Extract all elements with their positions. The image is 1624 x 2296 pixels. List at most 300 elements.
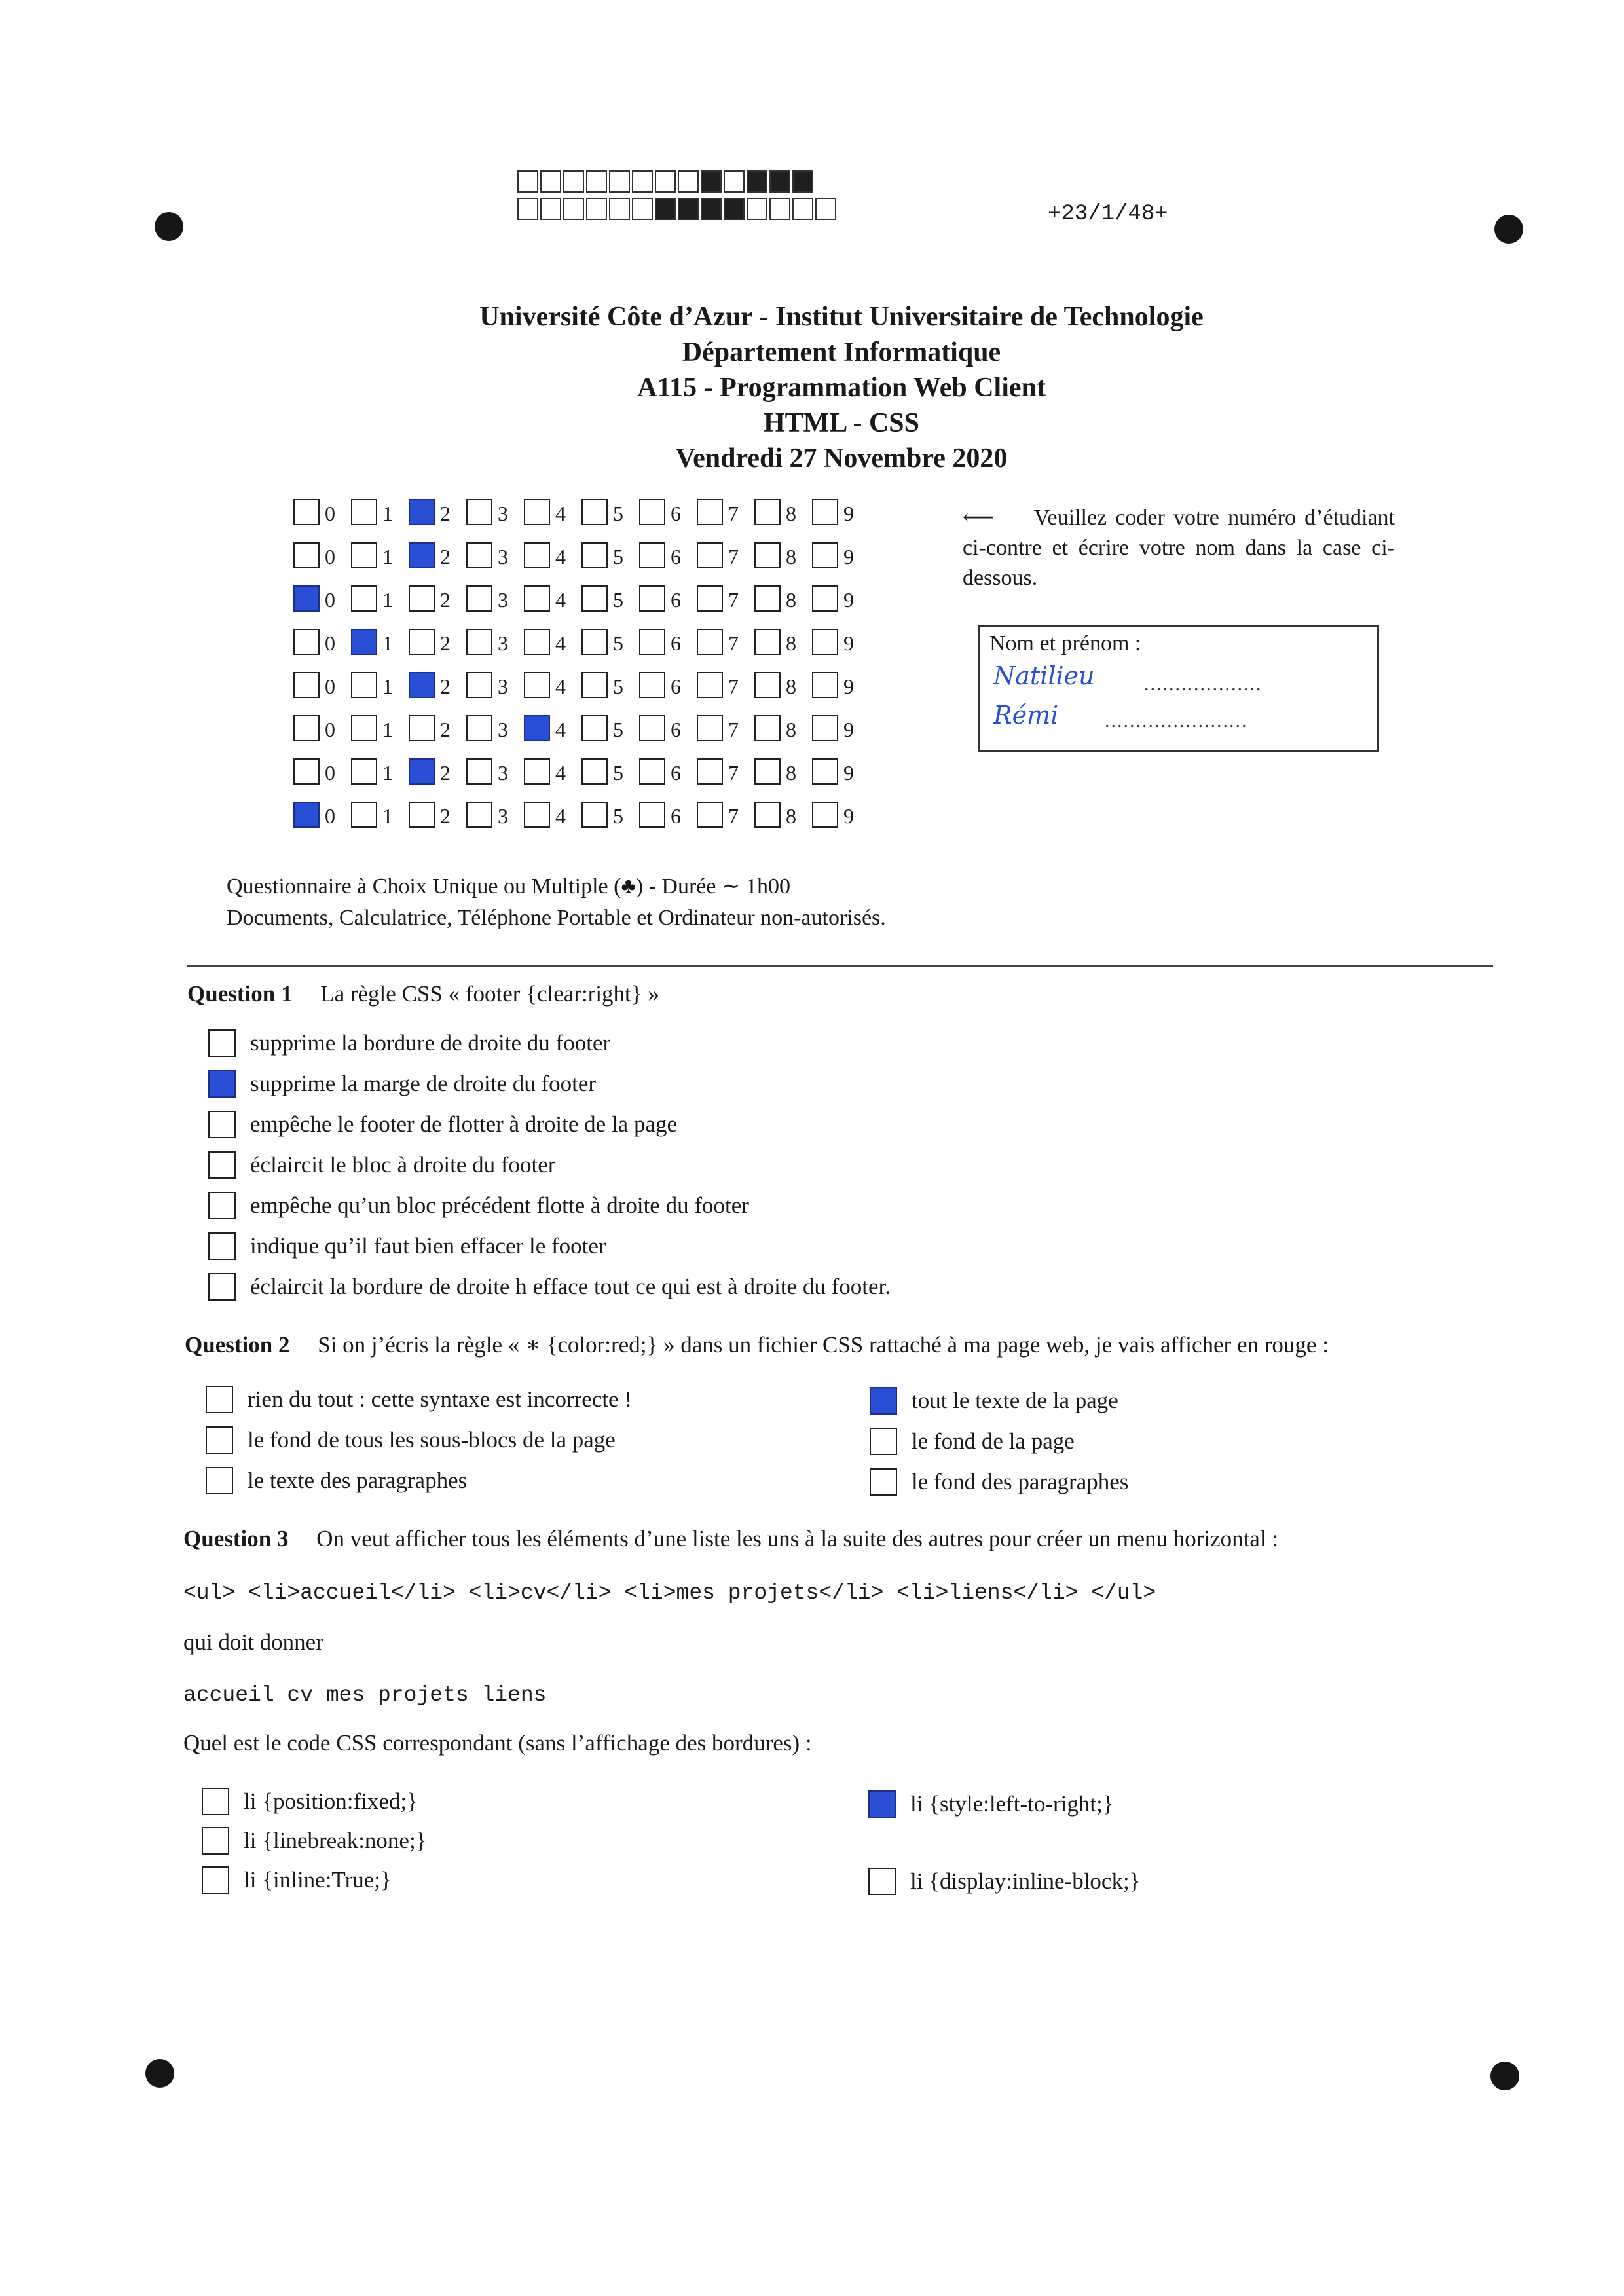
digit-checkbox[interactable] bbox=[293, 672, 320, 698]
dotted-line: ....................... bbox=[1105, 710, 1248, 731]
digit-option[interactable] bbox=[293, 802, 351, 830]
q1-option-2[interactable] bbox=[208, 1070, 596, 1098]
question-2-title bbox=[185, 1332, 1329, 1358]
checkbox[interactable] bbox=[208, 1273, 236, 1301]
digit-label: 6 bbox=[671, 718, 681, 741]
digit-label: 8 bbox=[786, 675, 796, 698]
digit-label: 5 bbox=[613, 631, 623, 655]
question-3-prompt: Quel est le code CSS correspondant (sans l’affichage des bordures) : bbox=[183, 1730, 812, 1756]
digit-label: 3 bbox=[498, 545, 508, 568]
digit-checkbox[interactable] bbox=[409, 715, 435, 741]
q3-option-5[interactable] bbox=[868, 1868, 1140, 1895]
digit-checkbox[interactable] bbox=[697, 542, 723, 568]
digit-label: 3 bbox=[498, 502, 508, 525]
digit-checkbox[interactable] bbox=[639, 758, 665, 785]
code-expected-output: accueil cv mes projets liens bbox=[183, 1683, 547, 1707]
digit-option[interactable] bbox=[409, 499, 466, 528]
digit-checkbox[interactable] bbox=[754, 499, 781, 525]
digit-checkbox[interactable] bbox=[409, 672, 435, 698]
digit-checkbox[interactable] bbox=[639, 715, 665, 741]
digit-option[interactable] bbox=[466, 802, 524, 830]
digit-label: 5 bbox=[613, 718, 623, 741]
checkbox[interactable] bbox=[208, 1111, 236, 1138]
digit-checkbox[interactable] bbox=[409, 585, 435, 612]
digit-checkbox[interactable] bbox=[754, 585, 781, 612]
digit-option[interactable] bbox=[351, 499, 409, 528]
digit-checkbox[interactable] bbox=[293, 758, 320, 785]
instructions bbox=[963, 503, 1395, 593]
digit-option[interactable] bbox=[293, 629, 351, 657]
registration-mark-top-left bbox=[155, 212, 183, 241]
digit-checkbox[interactable] bbox=[581, 715, 608, 741]
name-box[interactable] bbox=[978, 625, 1379, 752]
digit-label: 3 bbox=[498, 718, 508, 741]
exam-format: Questionnaire à Choix Unique ou Multiple (♣) - Durée ∼ 1h00 bbox=[227, 874, 790, 898]
digit-checkbox[interactable] bbox=[466, 672, 492, 698]
digit-option[interactable] bbox=[351, 802, 409, 830]
digit-label: 7 bbox=[728, 502, 739, 525]
digit-checkbox[interactable] bbox=[812, 672, 838, 698]
digit-label: 1 bbox=[382, 804, 393, 828]
last-name-handwritten: Natilieu bbox=[993, 661, 1095, 690]
digit-option[interactable] bbox=[524, 758, 581, 787]
digit-option[interactable] bbox=[466, 629, 524, 657]
digit-checkbox[interactable] bbox=[524, 715, 550, 741]
barcode-cell bbox=[815, 198, 836, 220]
checkbox[interactable] bbox=[208, 1192, 236, 1219]
digit-label: 3 bbox=[498, 588, 508, 612]
digit-option[interactable] bbox=[812, 802, 870, 830]
checkbox[interactable] bbox=[870, 1428, 897, 1455]
digit-option[interactable] bbox=[754, 629, 812, 657]
question-text: Si on j’écris la règle « ∗ {color:red;} » dans un fichier CSS rattaché à ma page web, je vais afficher en rouge : bbox=[318, 1332, 1329, 1358]
text-result-intro: qui doit donner bbox=[183, 1629, 323, 1655]
digit-checkbox[interactable] bbox=[351, 499, 377, 525]
digit-option[interactable] bbox=[639, 585, 697, 614]
option-label: éclaircit le bloc à droite du footer bbox=[250, 1152, 556, 1177]
digit-option[interactable] bbox=[293, 585, 351, 614]
digit-checkbox[interactable] bbox=[639, 672, 665, 698]
digit-label: 8 bbox=[786, 545, 796, 568]
digit-option[interactable] bbox=[581, 499, 639, 528]
digit-option[interactable] bbox=[812, 585, 870, 614]
checkbox[interactable] bbox=[870, 1468, 897, 1496]
digit-checkbox[interactable] bbox=[524, 672, 550, 698]
digit-checkbox[interactable] bbox=[812, 758, 838, 785]
digit-checkbox[interactable] bbox=[351, 585, 377, 612]
digit-label: 8 bbox=[786, 502, 796, 525]
digit-label: 7 bbox=[728, 718, 739, 741]
digit-checkbox[interactable] bbox=[466, 499, 492, 525]
digit-option[interactable] bbox=[639, 802, 697, 830]
digit-option[interactable] bbox=[812, 499, 870, 528]
question-text: La règle CSS « footer {clear:right} » bbox=[320, 981, 659, 1007]
barcode-cell bbox=[678, 198, 699, 220]
digit-option[interactable] bbox=[812, 715, 870, 744]
arrow-left-icon: ⟵ bbox=[963, 506, 995, 530]
digit-label: 8 bbox=[786, 804, 796, 828]
digit-checkbox[interactable] bbox=[812, 499, 838, 525]
digit-label: 9 bbox=[843, 804, 854, 828]
option-label: supprime la marge de droite du footer bbox=[250, 1071, 597, 1096]
digit-checkbox[interactable] bbox=[466, 758, 492, 785]
checkbox[interactable] bbox=[206, 1426, 233, 1454]
checkbox[interactable] bbox=[208, 1070, 236, 1098]
digit-checkbox[interactable] bbox=[697, 758, 723, 785]
digit-checkbox[interactable] bbox=[754, 802, 781, 828]
q2-option-5[interactable] bbox=[870, 1428, 1075, 1455]
q1-option-7[interactable] bbox=[208, 1273, 891, 1301]
digit-option[interactable] bbox=[754, 585, 812, 614]
digit-label: 5 bbox=[613, 588, 623, 612]
digit-option[interactable] bbox=[524, 672, 581, 701]
digit-label: 0 bbox=[325, 718, 335, 741]
digit-checkbox[interactable] bbox=[293, 499, 320, 525]
checkbox[interactable] bbox=[208, 1232, 236, 1260]
header-university: Université Côte d’Azur - Institut Universitaire de Technologie bbox=[479, 302, 1204, 332]
q3-option-2[interactable] bbox=[202, 1827, 427, 1855]
digit-option[interactable] bbox=[639, 629, 697, 657]
digit-checkbox[interactable] bbox=[639, 629, 665, 655]
student-number-row bbox=[293, 672, 870, 701]
student-number-row bbox=[293, 585, 870, 614]
q1-option-4[interactable] bbox=[208, 1151, 555, 1179]
digit-option[interactable] bbox=[581, 672, 639, 701]
header-date: Vendredi 27 Novembre 2020 bbox=[675, 443, 1008, 473]
digit-label: 5 bbox=[613, 761, 623, 785]
digit-checkbox[interactable] bbox=[409, 499, 435, 525]
digit-option[interactable] bbox=[697, 715, 754, 744]
instructions-text: Veuillez coder votre numéro d’étudiant ci-contre et écrire votre nom dans la case ci-dessous. bbox=[963, 506, 1395, 590]
digit-checkbox[interactable] bbox=[409, 758, 435, 785]
digit-checkbox[interactable] bbox=[524, 629, 550, 655]
digit-checkbox[interactable] bbox=[524, 542, 550, 568]
registration-mark-bottom-right bbox=[1490, 2062, 1519, 2090]
digit-option[interactable] bbox=[639, 715, 697, 744]
digit-checkbox[interactable] bbox=[293, 802, 320, 828]
digit-checkbox[interactable] bbox=[812, 585, 838, 612]
barcode-cell bbox=[609, 198, 630, 220]
digit-label: 9 bbox=[843, 545, 854, 568]
barcode-cell bbox=[747, 170, 767, 193]
digit-label: 1 bbox=[382, 588, 393, 612]
digit-option[interactable] bbox=[524, 499, 581, 528]
digit-label: 7 bbox=[728, 761, 739, 785]
barcode-cell bbox=[724, 170, 745, 193]
barcode-cell bbox=[517, 198, 538, 220]
digit-option[interactable] bbox=[639, 672, 697, 701]
digit-label: 4 bbox=[555, 675, 566, 698]
name-box-label: Nom et prénom : bbox=[989, 631, 1141, 656]
digit-checkbox[interactable] bbox=[639, 802, 665, 828]
exam-rules: Documents, Calculatrice, Téléphone Portable et Ordinateur non-autorisés. bbox=[227, 906, 886, 930]
barcode-cell bbox=[769, 170, 790, 193]
checkbox[interactable] bbox=[202, 1788, 229, 1815]
digit-option[interactable] bbox=[466, 715, 524, 744]
digit-option[interactable] bbox=[639, 758, 697, 787]
digit-label: 4 bbox=[555, 761, 566, 785]
q3-option-1[interactable] bbox=[202, 1788, 418, 1815]
digit-checkbox[interactable] bbox=[524, 585, 550, 612]
digit-option[interactable] bbox=[697, 672, 754, 701]
digit-checkbox[interactable] bbox=[524, 758, 550, 785]
digit-option[interactable] bbox=[351, 758, 409, 787]
digit-option[interactable] bbox=[697, 585, 754, 614]
q2-option-3[interactable] bbox=[206, 1467, 467, 1494]
q1-option-1[interactable] bbox=[208, 1029, 610, 1057]
digit-checkbox[interactable] bbox=[581, 499, 608, 525]
digit-checkbox[interactable] bbox=[581, 672, 608, 698]
checkbox[interactable] bbox=[870, 1387, 897, 1415]
barcode-cell bbox=[769, 198, 790, 220]
option-label: li {display:inline-block;} bbox=[910, 1868, 1141, 1894]
digit-checkbox[interactable] bbox=[812, 715, 838, 741]
digit-option[interactable] bbox=[524, 629, 581, 657]
digit-option[interactable] bbox=[409, 802, 466, 830]
digit-checkbox[interactable] bbox=[581, 802, 608, 828]
checkbox[interactable] bbox=[868, 1868, 896, 1895]
first-name-handwritten: Rémi bbox=[993, 701, 1059, 730]
digit-option[interactable] bbox=[581, 802, 639, 830]
divider bbox=[187, 965, 1493, 967]
digit-label: 7 bbox=[728, 631, 739, 655]
q1-option-6[interactable] bbox=[208, 1232, 606, 1260]
question-number: Question 3 bbox=[183, 1526, 289, 1551]
digit-checkbox[interactable] bbox=[581, 758, 608, 785]
digit-option[interactable] bbox=[812, 542, 870, 571]
digit-checkbox[interactable] bbox=[697, 629, 723, 655]
checkbox[interactable] bbox=[208, 1151, 236, 1179]
digit-checkbox[interactable] bbox=[524, 802, 550, 828]
digit-option[interactable] bbox=[754, 542, 812, 571]
digit-option[interactable] bbox=[409, 672, 466, 701]
digit-label: 2 bbox=[440, 588, 451, 612]
digit-option[interactable] bbox=[409, 585, 466, 614]
digit-checkbox[interactable] bbox=[466, 715, 492, 741]
digit-checkbox[interactable] bbox=[754, 715, 781, 741]
digit-option[interactable] bbox=[697, 758, 754, 787]
digit-option[interactable] bbox=[351, 672, 409, 701]
digit-option[interactable] bbox=[409, 758, 466, 787]
digit-checkbox[interactable] bbox=[351, 758, 377, 785]
digit-label: 0 bbox=[325, 588, 335, 612]
digit-option[interactable] bbox=[351, 585, 409, 614]
digit-checkbox[interactable] bbox=[754, 629, 781, 655]
digit-label: 4 bbox=[555, 718, 566, 741]
digit-option[interactable] bbox=[697, 499, 754, 528]
digit-checkbox[interactable] bbox=[293, 629, 320, 655]
digit-checkbox[interactable] bbox=[697, 499, 723, 525]
digit-label: 4 bbox=[555, 631, 566, 655]
digit-label: 2 bbox=[440, 761, 451, 785]
digit-option[interactable] bbox=[351, 629, 409, 657]
dotted-line: ................... bbox=[1144, 673, 1263, 695]
digit-option[interactable] bbox=[524, 715, 581, 744]
digit-option[interactable] bbox=[581, 629, 639, 657]
digit-checkbox[interactable] bbox=[639, 542, 665, 568]
q1-option-5[interactable] bbox=[208, 1192, 749, 1219]
digit-option[interactable] bbox=[639, 542, 697, 571]
option-label: empêche le footer de flotter à droite de la page bbox=[250, 1111, 678, 1137]
digit-checkbox[interactable] bbox=[293, 715, 320, 741]
q2-option-2[interactable] bbox=[206, 1426, 616, 1454]
digit-checkbox[interactable] bbox=[351, 672, 377, 698]
q3-option-4[interactable] bbox=[868, 1790, 1114, 1818]
question-text: On veut afficher tous les éléments d’une liste les uns à la suite des autres pour créer un menu horizontal : bbox=[316, 1526, 1279, 1551]
digit-checkbox[interactable] bbox=[351, 629, 377, 655]
checkbox[interactable] bbox=[206, 1467, 233, 1494]
digit-option[interactable] bbox=[524, 585, 581, 614]
digit-checkbox[interactable] bbox=[466, 542, 492, 568]
checkbox[interactable] bbox=[868, 1790, 896, 1818]
digit-option[interactable] bbox=[697, 629, 754, 657]
digit-checkbox[interactable] bbox=[697, 672, 723, 698]
checkbox[interactable] bbox=[202, 1866, 229, 1894]
digit-option[interactable] bbox=[639, 499, 697, 528]
digit-option[interactable] bbox=[697, 542, 754, 571]
barcode-cell bbox=[724, 198, 745, 220]
digit-option[interactable] bbox=[812, 629, 870, 657]
digit-option[interactable] bbox=[293, 672, 351, 701]
digit-label: 4 bbox=[555, 588, 566, 612]
digit-label: 6 bbox=[671, 502, 681, 525]
registration-mark-top-right bbox=[1494, 215, 1523, 244]
q2-option-1[interactable] bbox=[206, 1386, 632, 1413]
barcode-cell bbox=[563, 170, 584, 193]
digit-label: 0 bbox=[325, 804, 335, 828]
barcode-cell bbox=[655, 198, 676, 220]
q2-option-6[interactable] bbox=[870, 1468, 1128, 1496]
digit-label: 1 bbox=[382, 631, 393, 655]
digit-checkbox[interactable] bbox=[351, 542, 377, 568]
digit-option[interactable] bbox=[754, 672, 812, 701]
header-department: Département Informatique bbox=[682, 337, 1001, 367]
digit-checkbox[interactable] bbox=[754, 758, 781, 785]
digit-option[interactable] bbox=[293, 542, 351, 571]
header-subject: HTML - CSS bbox=[763, 408, 920, 438]
checkbox[interactable] bbox=[208, 1029, 236, 1057]
option-label: éclaircit la bordure de droite h efface tout ce qui est à droite du footer. bbox=[250, 1274, 891, 1299]
digit-checkbox[interactable] bbox=[812, 802, 838, 828]
digit-label: 0 bbox=[325, 502, 335, 525]
digit-checkbox[interactable] bbox=[409, 802, 435, 828]
digit-checkbox[interactable] bbox=[639, 585, 665, 612]
student-number-row bbox=[293, 542, 870, 571]
question-3-title bbox=[183, 1526, 1278, 1552]
barcode-cell bbox=[563, 198, 584, 220]
barcode-cell bbox=[540, 170, 561, 193]
code-html-list: <ul> <li>accueil</li> <li>cv</li> <li>mes projets</li> <li>liens</li> </ul> bbox=[183, 1581, 1156, 1605]
digit-checkbox[interactable] bbox=[524, 499, 550, 525]
digit-option[interactable] bbox=[409, 629, 466, 657]
digit-checkbox[interactable] bbox=[409, 629, 435, 655]
digit-option[interactable] bbox=[466, 499, 524, 528]
digit-option[interactable] bbox=[524, 542, 581, 571]
digit-label: 8 bbox=[786, 761, 796, 785]
digit-label: 0 bbox=[325, 631, 335, 655]
digit-option[interactable] bbox=[581, 758, 639, 787]
digit-label: 9 bbox=[843, 761, 854, 785]
option-label: rien du tout : cette syntaxe est incorrecte ! bbox=[248, 1386, 632, 1412]
digit-checkbox[interactable] bbox=[466, 802, 492, 828]
checkbox[interactable] bbox=[202, 1827, 229, 1855]
digit-checkbox[interactable] bbox=[581, 542, 608, 568]
digit-checkbox[interactable] bbox=[697, 585, 723, 612]
checkbox[interactable] bbox=[206, 1386, 233, 1413]
digit-label: 1 bbox=[382, 502, 393, 525]
digit-checkbox[interactable] bbox=[466, 585, 492, 612]
digit-checkbox[interactable] bbox=[466, 629, 492, 655]
digit-option[interactable] bbox=[754, 758, 812, 787]
digit-label: 2 bbox=[440, 804, 451, 828]
digit-checkbox[interactable] bbox=[351, 802, 377, 828]
digit-option[interactable] bbox=[581, 542, 639, 571]
digit-label: 7 bbox=[728, 545, 739, 568]
digit-option[interactable] bbox=[524, 802, 581, 830]
digit-checkbox[interactable] bbox=[581, 629, 608, 655]
q1-option-3[interactable] bbox=[208, 1111, 677, 1138]
digit-label: 3 bbox=[498, 804, 508, 828]
barcode-cell bbox=[609, 170, 630, 193]
digit-checkbox[interactable] bbox=[812, 629, 838, 655]
digit-checkbox[interactable] bbox=[697, 802, 723, 828]
student-number-row bbox=[293, 629, 870, 657]
barcode-cell bbox=[655, 170, 676, 193]
q2-option-4[interactable] bbox=[870, 1387, 1118, 1415]
digit-option[interactable] bbox=[293, 715, 351, 744]
digit-checkbox[interactable] bbox=[639, 499, 665, 525]
digit-option[interactable] bbox=[466, 758, 524, 787]
digit-option[interactable] bbox=[812, 672, 870, 701]
barcode-cell bbox=[540, 198, 561, 220]
digit-label: 0 bbox=[325, 675, 335, 698]
digit-option[interactable] bbox=[581, 585, 639, 614]
digit-option[interactable] bbox=[754, 499, 812, 528]
digit-checkbox[interactable] bbox=[293, 585, 320, 612]
digit-option[interactable] bbox=[754, 802, 812, 830]
digit-option[interactable] bbox=[351, 542, 409, 571]
digit-option[interactable] bbox=[409, 715, 466, 744]
digit-option[interactable] bbox=[812, 758, 870, 787]
digit-option[interactable] bbox=[293, 758, 351, 787]
option-label: indique qu’il faut bien effacer le footer bbox=[250, 1233, 606, 1259]
digit-option[interactable] bbox=[466, 585, 524, 614]
digit-option[interactable] bbox=[697, 802, 754, 830]
digit-checkbox[interactable] bbox=[697, 715, 723, 741]
q3-option-3[interactable] bbox=[202, 1866, 392, 1894]
digit-option[interactable] bbox=[466, 542, 524, 571]
exam-info bbox=[227, 871, 886, 934]
digit-checkbox[interactable] bbox=[754, 672, 781, 698]
digit-checkbox[interactable] bbox=[293, 542, 320, 568]
digit-option[interactable] bbox=[466, 672, 524, 701]
digit-option[interactable] bbox=[409, 542, 466, 571]
digit-checkbox[interactable] bbox=[409, 542, 435, 568]
digit-checkbox[interactable] bbox=[351, 715, 377, 741]
digit-label: 7 bbox=[728, 675, 739, 698]
digit-option[interactable] bbox=[293, 499, 351, 528]
digit-checkbox[interactable] bbox=[581, 585, 608, 612]
option-label: tout le texte de la page bbox=[912, 1388, 1118, 1413]
digit-option[interactable] bbox=[754, 715, 812, 744]
option-label: le fond de la page bbox=[912, 1428, 1075, 1454]
digit-option[interactable] bbox=[351, 715, 409, 744]
digit-option[interactable] bbox=[581, 715, 639, 744]
digit-checkbox[interactable] bbox=[754, 542, 781, 568]
digit-label: 3 bbox=[498, 761, 508, 785]
digit-checkbox[interactable] bbox=[812, 542, 838, 568]
digit-label: 2 bbox=[440, 502, 451, 525]
